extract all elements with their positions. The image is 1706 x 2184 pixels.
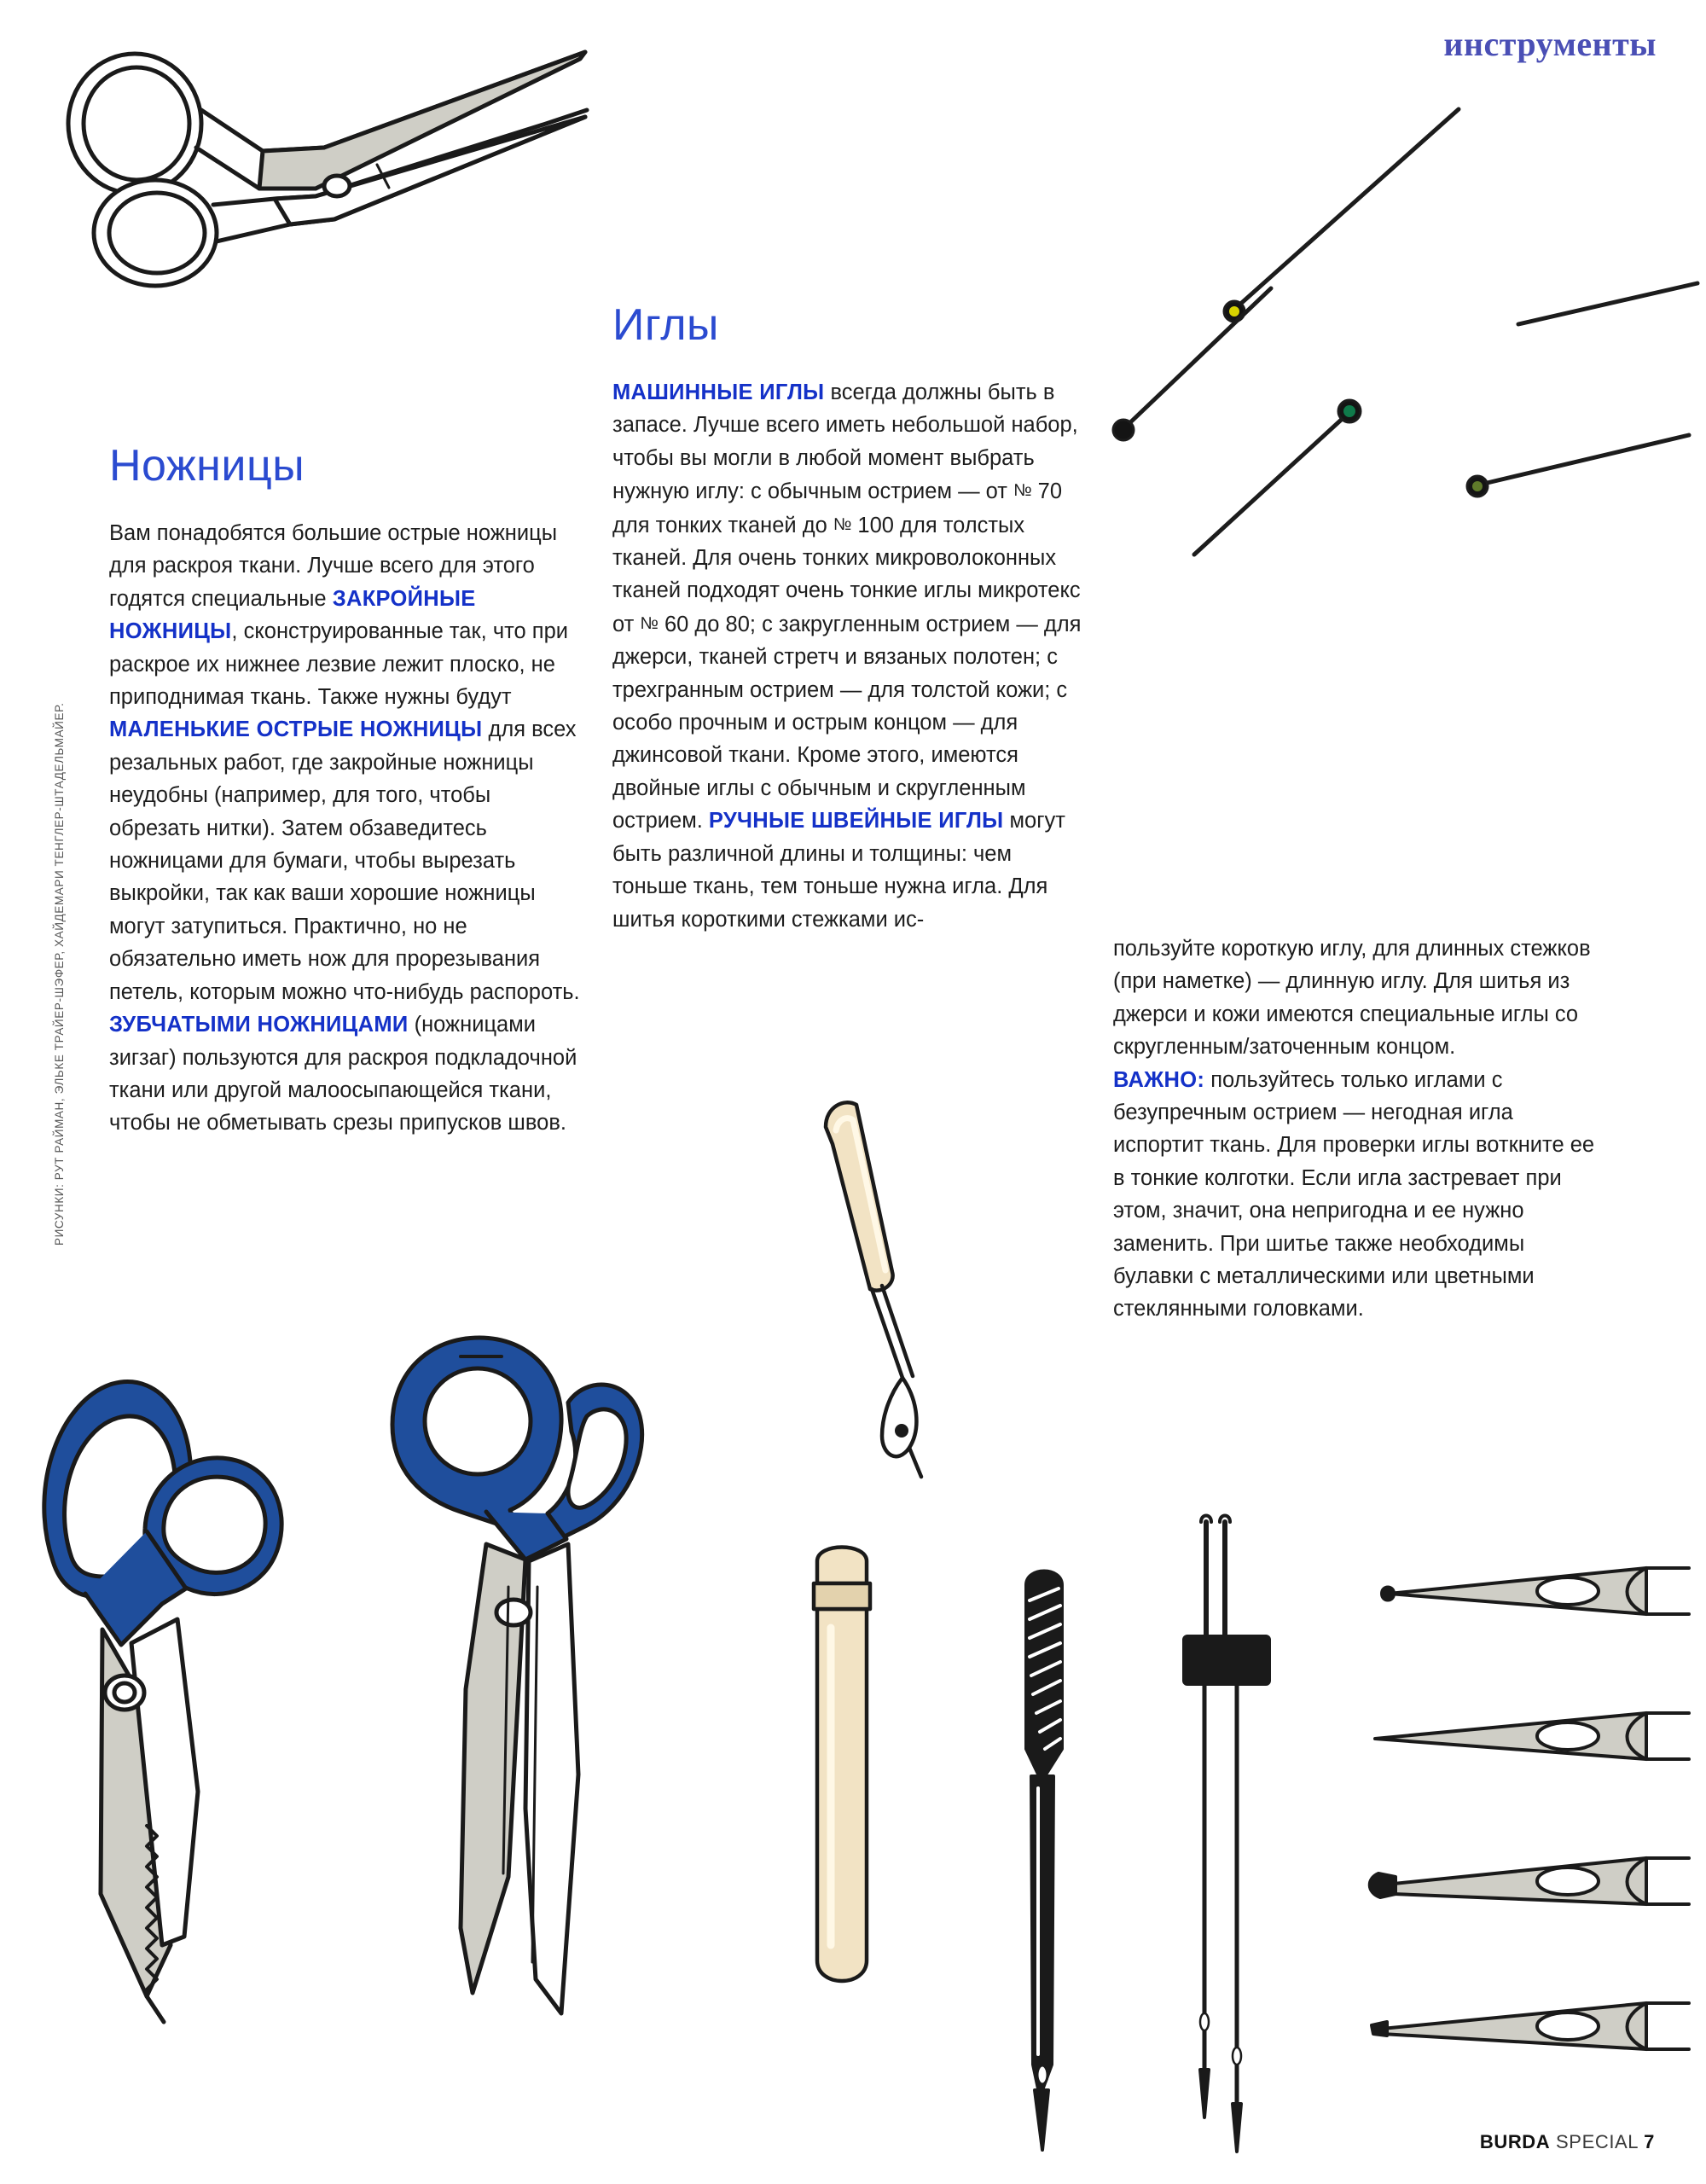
tailor-shears-open-top-illustration	[34, 21, 597, 303]
heading-needles: Иглы	[612, 300, 719, 350]
running-head: инструменты	[1443, 25, 1657, 63]
column-scissors	[109, 441, 587, 1140]
pinking-shears-illustration	[19, 1348, 377, 2167]
body-needles: МАШИННЫЕ ИГЛЫ всегда должны быть в запасе. Лучше всего иметь небольшой набор, чтобы вы могли в любой момент выбрать нужную иглу: с обычным острием — от № 70 для тонких тканей до № 100 для толстых тканей. Для очень тонких микроволоконных тканей подходят очень тонкие иглы микротекс от № 60 до 80; с закругленным острием — для джерси, тканей стретч и вязаных полотен; с трехгранным острием — для толстой кожи; с особо прочным и острым концом — для джинсовой ткани. Кроме этого, имеются двойные иглы с обычным и скругленным острием. РУЧНЫЕ ШВЕЙНЫЕ ИГЛЫ могут быть различной длины и толщины: чем тоньше ткань, тем тоньше нужна игла. Для шитья короткими стежками ис-	[612, 380, 1082, 932]
glass-head-pins-illustration	[1100, 68, 1697, 529]
body-scissors: Вам понадобятся большие острые ножницы для раскроя ткани. Лучше всего для этого годятся специальные ЗАКРОЙНЫЕ НОЖНИЦЫ, сконструированные так, что при раскрое их нижнее лезвие лежит плоско, не приподнимая ткань. Также нужны будут МАЛЕНЬКИЕ ОСТРЫЕ НОЖНИЦЫ для всех резальных работ, где закройные ножницы неудобны (например, для того, чтобы обрезать нитки). Затем обзаведитесь ножницами для бумаги, чтобы вырезать выкройки, так как ваши хорошие ножницы могут затупиться. Практично, но не обязательно иметь нож для прорезывания петель, которым можно что-нибудь распороть. ЗУБЧАТЫМИ НОЖНИЦАМИ (ножницами зигзаг) пользуются для раскроя подкладочной ткани или другой малоосыпающейся ткани, чтобы не обметывать срезы припусков швов.	[109, 521, 580, 1136]
heading-scissors: Ножницы	[109, 441, 305, 491]
dressmaker-shears-illustration	[358, 1331, 640, 2150]
footer-brand: BURDA	[1479, 2131, 1551, 2152]
machine-needle-illustration	[1002, 1553, 1105, 2167]
seam-ripper-cap-illustration	[793, 1527, 904, 2005]
footer-page-number: 7	[1644, 2131, 1655, 2152]
photo-credit: РИСУНКИ: РУТ РАЙМАН, ЭЛЬКЕ ТРАЙЕР-ШЭФЕР, ХАЙДЕМАРИ ТЕНГЛЕР-ШТАДЕЛЬМАЙЕР.	[53, 702, 66, 1246]
column-needles	[612, 300, 1092, 936]
footer-edition: SPECIAL	[1556, 2131, 1639, 2152]
body-right: пользуйте короткую иглу, для длинных стежков (при наметке) — длинную иглу. Для шитья из джерси и кожи имеются специальные иглы со скругленным/заточенным концом. ВАЖНО: пользуйтесь только иглами с безупречным острием — негодная игла испортит ткань. Для проверки иглы воткните ее в тонкие колготки. Если игла застревает при этом, значит, она непригодна и ее нужно заменить. При шитье также необходимы булавки с металлическими или цветными стеклянными головками.	[1113, 937, 1595, 1321]
footer	[1480, 2131, 1655, 2153]
column-right	[1113, 932, 1599, 1326]
twin-needle-illustration	[1169, 1510, 1288, 2158]
needle-point-types-illustration	[1365, 1561, 1689, 2124]
seam-ripper-illustration	[793, 1096, 930, 1574]
